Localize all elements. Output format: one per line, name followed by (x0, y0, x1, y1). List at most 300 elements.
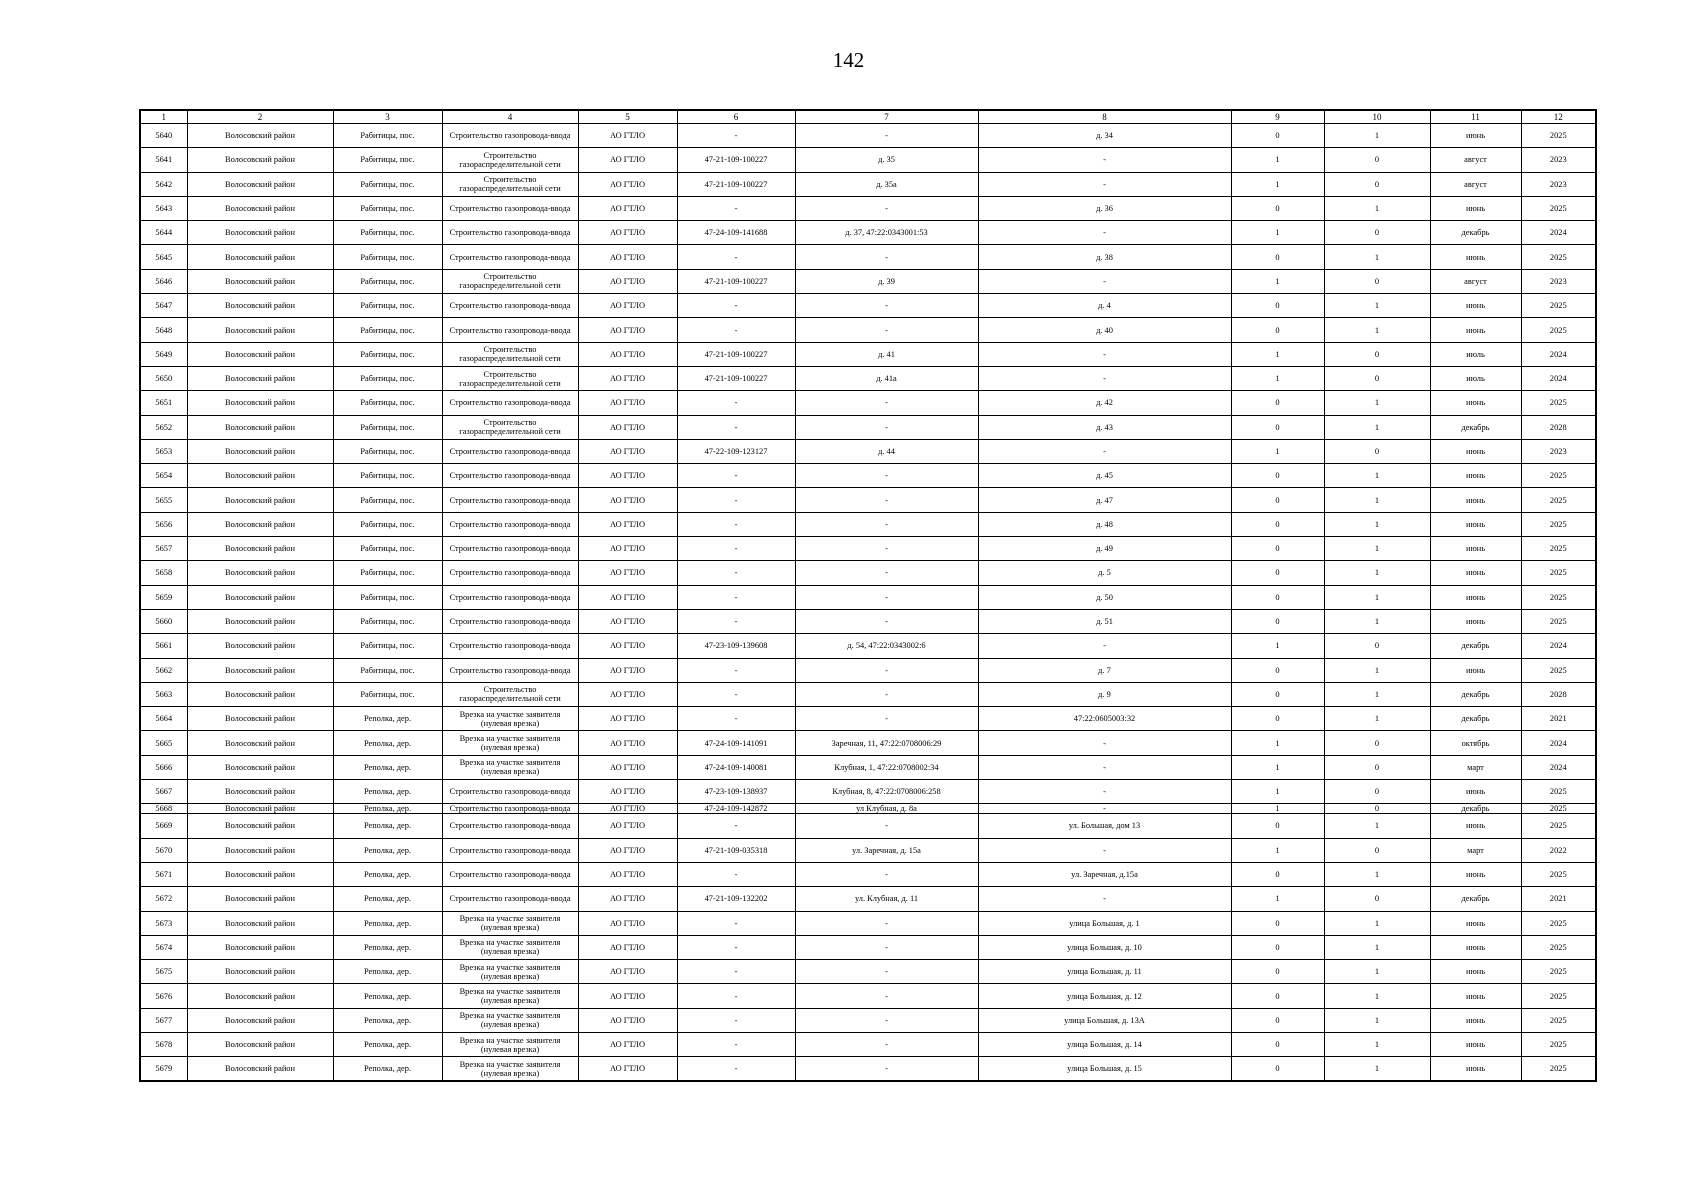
table-cell: - (677, 862, 795, 886)
table-cell: 1 (1324, 1032, 1430, 1056)
table-cell: - (677, 814, 795, 838)
table-cell: Рабитицы, пос. (333, 318, 442, 342)
column-header: 12 (1521, 110, 1596, 124)
table-cell: июнь (1430, 911, 1521, 935)
table-cell: улица Большая, д. 13А (978, 1008, 1231, 1032)
table-cell: Волосовский район (187, 1057, 333, 1081)
table-cell: Реполка, дер. (333, 911, 442, 935)
table-cell: АО ГТЛО (578, 294, 677, 318)
table-cell: июнь (1430, 124, 1521, 148)
column-header: 7 (795, 110, 978, 124)
table-cell: - (677, 415, 795, 439)
table-cell: ул Клубная, д. 8а (795, 804, 978, 814)
table-cell: 1 (1231, 172, 1324, 196)
table-row (140, 935, 1596, 959)
table-cell: Врезка на участке заявителя (нулевая врезка) (442, 984, 578, 1008)
table-cell: 5653 (140, 439, 187, 463)
table-cell: АО ГТЛО (578, 609, 677, 633)
table-cell: улица Большая, д. 10 (978, 935, 1231, 959)
table-cell: 1 (1324, 124, 1430, 148)
table-cell: июнь (1430, 294, 1521, 318)
table-cell: Врезка на участке заявителя (нулевая врезка) (442, 960, 578, 984)
table-cell: 1 (1324, 196, 1430, 220)
column-header: 11 (1430, 110, 1521, 124)
table-cell: Врезка на участке заявителя (нулевая врезка) (442, 1057, 578, 1081)
table-cell: - (677, 488, 795, 512)
table-cell: 5640 (140, 124, 187, 148)
table-row (140, 585, 1596, 609)
table-row (140, 366, 1596, 390)
table-cell: - (978, 780, 1231, 804)
table-cell: Строительство газораспределительной сети (442, 415, 578, 439)
table-cell: АО ГТЛО (578, 537, 677, 561)
table-cell: Строительство газопровода-ввода (442, 561, 578, 585)
table-cell: декабрь (1430, 415, 1521, 439)
table-cell: июнь (1430, 1057, 1521, 1081)
table-cell: Строительство газопровода-ввода (442, 391, 578, 415)
table-cell: Строительство газопровода-ввода (442, 464, 578, 488)
table-row (140, 1057, 1596, 1081)
table-row (140, 488, 1596, 512)
table-cell: 2025 (1521, 1008, 1596, 1032)
table-cell: 0 (1231, 318, 1324, 342)
table-cell: 1 (1231, 755, 1324, 779)
table-row (140, 682, 1596, 706)
table-cell: - (677, 391, 795, 415)
table-cell: Волосовский район (187, 172, 333, 196)
table-cell: Строительство газопровода-ввода (442, 294, 578, 318)
table-cell: Строительство газопровода-ввода (442, 245, 578, 269)
table-cell: июнь (1430, 1032, 1521, 1056)
table-cell: - (795, 814, 978, 838)
table-cell: 0 (1324, 887, 1430, 911)
table-cell: АО ГТЛО (578, 838, 677, 862)
table-cell: июнь (1430, 960, 1521, 984)
table-cell: 2025 (1521, 294, 1596, 318)
table-cell: 1 (1324, 245, 1430, 269)
table-cell: 1 (1231, 887, 1324, 911)
table-cell: Строительство газопровода-ввода (442, 439, 578, 463)
table-cell: 2025 (1521, 780, 1596, 804)
table-cell: 2024 (1521, 342, 1596, 366)
table-row (140, 342, 1596, 366)
table-cell: д. 35 (795, 148, 978, 172)
table-cell: АО ГТЛО (578, 658, 677, 682)
table-cell: - (677, 682, 795, 706)
table-cell: Заречная, 11, 47:22:0708006:29 (795, 731, 978, 755)
table-cell: Строительство газопровода-ввода (442, 814, 578, 838)
table-cell: Рабитицы, пос. (333, 196, 442, 220)
table-cell: июнь (1430, 537, 1521, 561)
table-cell: июнь (1430, 862, 1521, 886)
table-cell: 5670 (140, 838, 187, 862)
table-cell: 0 (1231, 488, 1324, 512)
table-cell: д. 44 (795, 439, 978, 463)
table-row (140, 1008, 1596, 1032)
column-header: 6 (677, 110, 795, 124)
table-cell: 1 (1324, 658, 1430, 682)
table-cell: 5672 (140, 887, 187, 911)
table-cell: Волосовский район (187, 124, 333, 148)
table-cell: д. 4 (978, 294, 1231, 318)
table-cell: АО ГТЛО (578, 960, 677, 984)
table-cell: Рабитицы, пос. (333, 221, 442, 245)
table-cell: Волосовский район (187, 634, 333, 658)
table-cell: 0 (1231, 391, 1324, 415)
table-cell: - (795, 464, 978, 488)
table-cell: 0 (1231, 862, 1324, 886)
table-cell: март (1430, 755, 1521, 779)
table-cell: Врезка на участке заявителя (нулевая врезка) (442, 731, 578, 755)
table-cell: Рабитицы, пос. (333, 172, 442, 196)
table-cell: - (978, 172, 1231, 196)
table-cell: 5661 (140, 634, 187, 658)
table-cell: 1 (1231, 269, 1324, 293)
table-row (140, 780, 1596, 804)
table-cell: - (978, 269, 1231, 293)
table-cell: АО ГТЛО (578, 780, 677, 804)
table-cell: - (978, 634, 1231, 658)
table-cell: Реполка, дер. (333, 804, 442, 814)
table-cell: - (795, 984, 978, 1008)
table-cell: Врезка на участке заявителя (нулевая врезка) (442, 911, 578, 935)
table-cell: улица Большая, д. 1 (978, 911, 1231, 935)
table-cell: Реполка, дер. (333, 731, 442, 755)
table-cell: Волосовский район (187, 245, 333, 269)
table-cell: - (677, 960, 795, 984)
table-cell: д. 5 (978, 561, 1231, 585)
table-cell: д. 43 (978, 415, 1231, 439)
table-cell: 1 (1324, 1008, 1430, 1032)
table-cell: 2025 (1521, 658, 1596, 682)
table-cell: Волосовский район (187, 755, 333, 779)
table-cell: 5671 (140, 862, 187, 886)
table-cell: д. 36 (978, 196, 1231, 220)
table-cell: улица Большая, д. 11 (978, 960, 1231, 984)
table-row (140, 755, 1596, 779)
table-cell: июнь (1430, 439, 1521, 463)
table-row (140, 1032, 1596, 1056)
table-cell: 2025 (1521, 124, 1596, 148)
table-row (140, 464, 1596, 488)
table-cell: - (677, 537, 795, 561)
table-cell: 0 (1324, 780, 1430, 804)
table-cell: Рабитицы, пос. (333, 658, 442, 682)
table-cell: Волосовский район (187, 415, 333, 439)
table-cell: Волосовский район (187, 911, 333, 935)
table-cell: АО ГТЛО (578, 415, 677, 439)
table-cell: 5669 (140, 814, 187, 838)
table-cell: Реполка, дер. (333, 887, 442, 911)
table-cell: Рабитицы, пос. (333, 561, 442, 585)
table-cell: август (1430, 172, 1521, 196)
column-header: 2 (187, 110, 333, 124)
table-cell: 0 (1324, 172, 1430, 196)
table-cell: - (677, 911, 795, 935)
table-cell: 2028 (1521, 682, 1596, 706)
table-cell: 5673 (140, 911, 187, 935)
table-cell: Волосовский район (187, 269, 333, 293)
column-header: 3 (333, 110, 442, 124)
table-row (140, 439, 1596, 463)
table-row (140, 911, 1596, 935)
table-cell: Волосовский район (187, 196, 333, 220)
table-cell: 2025 (1521, 585, 1596, 609)
table-cell: - (677, 1008, 795, 1032)
table-cell: июнь (1430, 464, 1521, 488)
table-cell: 5650 (140, 366, 187, 390)
table-cell: - (978, 838, 1231, 862)
table-cell: Волосовский район (187, 342, 333, 366)
table-cell: - (978, 221, 1231, 245)
table-cell: 0 (1324, 439, 1430, 463)
table-cell: 1 (1324, 464, 1430, 488)
table-cell: - (795, 911, 978, 935)
table-cell: д. 41 (795, 342, 978, 366)
table-cell: Рабитицы, пос. (333, 609, 442, 633)
table-cell: - (677, 658, 795, 682)
table-row (140, 960, 1596, 984)
table-cell: Волосовский район (187, 838, 333, 862)
table-row (140, 537, 1596, 561)
table-cell: Волосовский район (187, 707, 333, 731)
table-cell: Рабитицы, пос. (333, 415, 442, 439)
table-cell: Волосовский район (187, 512, 333, 536)
column-header: 4 (442, 110, 578, 124)
table-cell: д. 48 (978, 512, 1231, 536)
table-cell: 2025 (1521, 814, 1596, 838)
table-cell: ул. Заречная, д.15а (978, 862, 1231, 886)
table-cell: АО ГТЛО (578, 464, 677, 488)
table-cell: Волосовский район (187, 221, 333, 245)
table-cell: 2022 (1521, 838, 1596, 862)
table-cell: АО ГТЛО (578, 862, 677, 886)
table-cell: 47-21-109-100227 (677, 269, 795, 293)
table-cell: 1 (1231, 634, 1324, 658)
table-row (140, 887, 1596, 911)
table-cell: д. 35а (795, 172, 978, 196)
table-cell: 2025 (1521, 196, 1596, 220)
table-cell: 1 (1324, 707, 1430, 731)
column-header: 1 (140, 110, 187, 124)
table-cell: Рабитицы, пос. (333, 512, 442, 536)
table-cell: - (795, 124, 978, 148)
table-cell: - (677, 294, 795, 318)
table-cell: Рабитицы, пос. (333, 682, 442, 706)
table-cell: Клубная, 1, 47:22:0708002:34 (795, 755, 978, 779)
table-cell: 0 (1231, 1057, 1324, 1081)
table-cell: Рабитицы, пос. (333, 269, 442, 293)
table-cell: 0 (1231, 294, 1324, 318)
table-cell: июль (1430, 366, 1521, 390)
table-cell: 5648 (140, 318, 187, 342)
table-cell: 5643 (140, 196, 187, 220)
column-header: 10 (1324, 110, 1430, 124)
table-cell: 1 (1324, 911, 1430, 935)
table-cell: 0 (1324, 838, 1430, 862)
table-cell: 5652 (140, 415, 187, 439)
table-cell: Строительство газопровода-ввода (442, 658, 578, 682)
table-cell: - (795, 196, 978, 220)
table-cell: - (795, 415, 978, 439)
table-cell: 0 (1231, 245, 1324, 269)
table-cell: 2025 (1521, 512, 1596, 536)
table-cell: август (1430, 269, 1521, 293)
table-cell: Рабитицы, пос. (333, 439, 442, 463)
table-cell: 0 (1324, 269, 1430, 293)
table-cell: 2025 (1521, 488, 1596, 512)
table-cell: Клубная, 8, 47:22:0708006:258 (795, 780, 978, 804)
table-cell: - (677, 318, 795, 342)
table-cell: Волосовский район (187, 658, 333, 682)
table-cell: - (795, 391, 978, 415)
table-cell: 0 (1324, 148, 1430, 172)
table-cell: Строительство газораспределительной сети (442, 682, 578, 706)
table-cell: Волосовский район (187, 391, 333, 415)
table-cell: июнь (1430, 935, 1521, 959)
table-cell: 5660 (140, 609, 187, 633)
table-cell: - (677, 707, 795, 731)
table-cell: - (978, 731, 1231, 755)
table-cell: Реполка, дер. (333, 960, 442, 984)
table-cell: Врезка на участке заявителя (нулевая врезка) (442, 1032, 578, 1056)
table-cell: Врезка на участке заявителя (нулевая врезка) (442, 935, 578, 959)
table-cell: Волосовский район (187, 804, 333, 814)
table-cell: д. 7 (978, 658, 1231, 682)
table-cell: Строительство газопровода-ввода (442, 318, 578, 342)
table-cell: 5675 (140, 960, 187, 984)
table-cell: 2025 (1521, 804, 1596, 814)
table-cell: АО ГТЛО (578, 755, 677, 779)
table-cell: АО ГТЛО (578, 1057, 677, 1081)
table-cell: октябрь (1430, 731, 1521, 755)
table-cell: 47-21-109-100227 (677, 366, 795, 390)
table-cell: АО ГТЛО (578, 342, 677, 366)
table-cell: - (677, 196, 795, 220)
table-row (140, 148, 1596, 172)
table-cell: д. 50 (978, 585, 1231, 609)
table-cell: - (677, 464, 795, 488)
table-cell: д. 49 (978, 537, 1231, 561)
table-cell: Волосовский район (187, 464, 333, 488)
table-cell: 5677 (140, 1008, 187, 1032)
table-cell: 0 (1231, 984, 1324, 1008)
table-cell: Волосовский район (187, 561, 333, 585)
table-cell: Врезка на участке заявителя (нулевая врезка) (442, 707, 578, 731)
table-cell: Строительство газопровода-ввода (442, 537, 578, 561)
table-cell: 1 (1324, 415, 1430, 439)
table-cell: 0 (1231, 537, 1324, 561)
table-cell: 2021 (1521, 887, 1596, 911)
table-cell: д. 40 (978, 318, 1231, 342)
table-cell: 5647 (140, 294, 187, 318)
table-cell: 47-21-109-100227 (677, 148, 795, 172)
table-cell: Строительство газопровода-ввода (442, 124, 578, 148)
table-cell: 5668 (140, 804, 187, 814)
table-row (140, 862, 1596, 886)
table-cell: 2023 (1521, 148, 1596, 172)
table-cell: АО ГТЛО (578, 814, 677, 838)
table-cell: АО ГТЛО (578, 682, 677, 706)
table-cell: 2021 (1521, 707, 1596, 731)
table-cell: ул. Заречная, д. 15а (795, 838, 978, 862)
table-cell: АО ГТЛО (578, 196, 677, 220)
table-cell: АО ГТЛО (578, 439, 677, 463)
table-cell: июнь (1430, 318, 1521, 342)
table-cell: АО ГТЛО (578, 804, 677, 814)
table-cell: Волосовский район (187, 731, 333, 755)
table-cell: 5679 (140, 1057, 187, 1081)
table-cell: Рабитицы, пос. (333, 245, 442, 269)
table-cell: АО ГТЛО (578, 935, 677, 959)
table-cell: АО ГТЛО (578, 269, 677, 293)
table-cell: 0 (1231, 196, 1324, 220)
table-cell: 1 (1324, 512, 1430, 536)
table-cell: 2024 (1521, 221, 1596, 245)
table-cell: 2025 (1521, 561, 1596, 585)
table-cell: улица Большая, д. 14 (978, 1032, 1231, 1056)
table-cell: - (677, 609, 795, 633)
table-cell: Реполка, дер. (333, 984, 442, 1008)
table-cell: Волосовский район (187, 488, 333, 512)
table-row (140, 561, 1596, 585)
table-cell: июль (1430, 342, 1521, 366)
table-cell: Рабитицы, пос. (333, 464, 442, 488)
table-cell: - (677, 245, 795, 269)
table-cell: улица Большая, д. 15 (978, 1057, 1231, 1081)
table-cell: Волосовский район (187, 1032, 333, 1056)
table-cell: 0 (1231, 561, 1324, 585)
table-cell: АО ГТЛО (578, 148, 677, 172)
table-cell: Волосовский район (187, 366, 333, 390)
table-cell: 0 (1324, 731, 1430, 755)
table-row (140, 814, 1596, 838)
table-cell: 0 (1231, 682, 1324, 706)
table-cell: 47-21-109-132202 (677, 887, 795, 911)
table-cell: АО ГТЛО (578, 391, 677, 415)
table-cell: АО ГТЛО (578, 561, 677, 585)
table-cell: 2023 (1521, 439, 1596, 463)
table-cell: 1 (1324, 537, 1430, 561)
table-cell: д. 47 (978, 488, 1231, 512)
table-cell: 2025 (1521, 245, 1596, 269)
table-cell: 2025 (1521, 911, 1596, 935)
table-cell: Рабитицы, пос. (333, 391, 442, 415)
table-cell: - (795, 658, 978, 682)
table-row (140, 124, 1596, 148)
table-cell: д. 38 (978, 245, 1231, 269)
table-row (140, 707, 1596, 731)
table-cell: Рабитицы, пос. (333, 537, 442, 561)
table-cell: 5664 (140, 707, 187, 731)
table-cell: - (795, 609, 978, 633)
table-cell: 1 (1324, 294, 1430, 318)
table-cell: - (795, 1032, 978, 1056)
table-cell: Строительство газопровода-ввода (442, 862, 578, 886)
table-cell: Строительство газопровода-ввода (442, 780, 578, 804)
table-cell: - (677, 1057, 795, 1081)
table-cell: АО ГТЛО (578, 172, 677, 196)
table-cell: 2023 (1521, 269, 1596, 293)
table-cell: 1 (1231, 838, 1324, 862)
table-cell: 0 (1231, 1008, 1324, 1032)
table-cell: июнь (1430, 512, 1521, 536)
table-cell: июнь (1430, 609, 1521, 633)
table-cell: 0 (1324, 342, 1430, 366)
table-cell: д. 45 (978, 464, 1231, 488)
table-cell: 0 (1324, 755, 1430, 779)
table-cell: Рабитицы, пос. (333, 366, 442, 390)
